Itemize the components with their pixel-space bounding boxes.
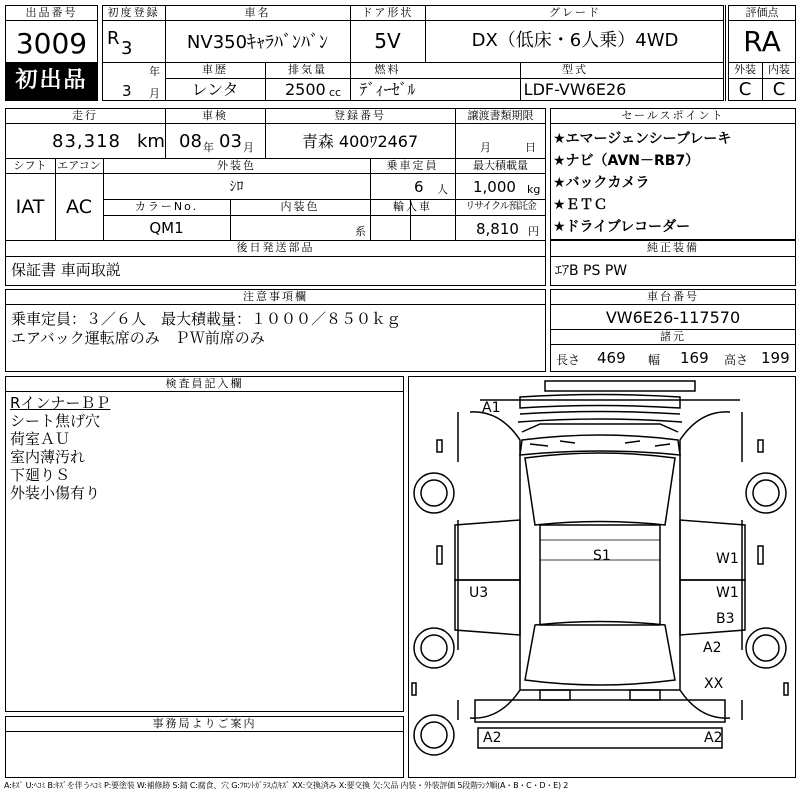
- int-color-label: 内装色: [280, 200, 320, 213]
- rear-bumper: [478, 728, 722, 748]
- recycle-unit: 円: [528, 225, 539, 238]
- plate: 青森 400ﾜ2467: [301, 132, 419, 151]
- legend: A:ｷｽﾞ U:ﾍｺﾐ B:ｷｽﾞを伴うﾍｺﾐ P:要塗装 W:補修跡 S:錆 C:腐食、穴 G:ﾌﾛﾝﾄｶﾞﾗｽ点ｷｽﾞ XX:交換済み X:要交換 欠:欠品 内装・外装評価 5段階ﾗﾝｸ順(A・B・C・D・E) 2: [4, 781, 569, 790]
- roof-rear: [525, 622, 675, 686]
- insp-year-unit: 年: [203, 141, 214, 154]
- max-load-label: 最大積載量: [473, 159, 528, 172]
- notes-line: エアバック運転席のみ ＰＷ前席のみ: [11, 329, 265, 347]
- int-color-unit: 系: [355, 225, 366, 238]
- damage-right-rear-a2: A2: [703, 640, 722, 656]
- sales-points-label: セールスポイント: [621, 109, 725, 122]
- lot-number: 3009: [15, 27, 88, 60]
- notes-line: 乗車定員：３／６人 最大積載量：１０００／８５０ｋｇ: [11, 310, 402, 328]
- sales-point-item: ★ドライブレコーダー: [553, 219, 691, 235]
- door: 5V: [374, 29, 401, 53]
- ac: AC: [66, 196, 92, 218]
- exterior-label: 外装: [734, 63, 756, 76]
- inspector-line: 荷室ＡＵ: [10, 430, 71, 448]
- sales-point-item: ★バックカメラ: [553, 175, 650, 191]
- sales-point-item: ★エマージェンシーブレーキ: [553, 131, 732, 147]
- grade: DX（低床・6人乗）4WD: [471, 30, 679, 51]
- score-label: 評価点: [745, 6, 779, 19]
- width-label: 幅: [648, 353, 661, 367]
- fuel-label: 燃料: [374, 63, 401, 76]
- sales-point-item: ★ＥＴＣ: [553, 197, 608, 213]
- year-unit: 年: [149, 65, 160, 78]
- front-panel: [520, 395, 680, 409]
- history: レンタ: [191, 80, 239, 99]
- length: 469: [597, 349, 626, 367]
- inspection-label: 車検: [202, 109, 228, 122]
- color-no: QM1: [149, 219, 184, 237]
- displacement-label: 排気量: [288, 63, 327, 76]
- capacity-label: 乗車定員: [386, 159, 439, 172]
- length-label: 長さ: [556, 353, 581, 367]
- reg-month: 3: [122, 82, 132, 100]
- inspector-line: シート焦げ穴: [10, 412, 101, 430]
- shift-label: シフト: [13, 159, 47, 172]
- recycle: 8,810: [476, 220, 519, 238]
- damage-right-rear-door-w1: W1: [716, 585, 739, 601]
- inspector-label: 検査員記入欄: [165, 377, 244, 390]
- mileage-label: 走行: [72, 109, 98, 122]
- office-label: 事務局よりご案内: [152, 717, 257, 730]
- inspector-line: 室内薄汚れ: [10, 448, 86, 466]
- lot-label: 出品番号: [25, 6, 78, 19]
- first-reg-label: 初度登録: [107, 6, 160, 19]
- inspector-line: 外装小傷有り: [10, 484, 101, 502]
- interior-label: 内装: [768, 63, 790, 76]
- front-bumper-outline: [545, 381, 695, 391]
- model-code-label: 型式: [562, 63, 588, 76]
- insp-month: 03: [219, 131, 242, 152]
- equipment-label: 純正装備: [647, 241, 699, 254]
- ext-color-label: 外装色: [217, 159, 256, 172]
- era: R: [107, 28, 120, 49]
- color-no-label: カラーNo.: [134, 200, 199, 213]
- chassis-number: VW6E26-117570: [605, 308, 741, 327]
- ext-color: ｼﾛ: [229, 179, 244, 195]
- transfer-month-unit: 月: [480, 141, 491, 154]
- score: RA: [743, 25, 781, 58]
- insp-year: 08: [179, 131, 202, 152]
- plate-label: 登録番号: [334, 109, 386, 122]
- ac-label: エアコン: [57, 159, 101, 172]
- month-unit: 月: [149, 87, 160, 100]
- body-left: [470, 412, 520, 718]
- grade-label: グレード: [549, 6, 601, 19]
- first-listing-text: 初出品: [15, 68, 88, 93]
- fuel: ﾃﾞｨｰｾﾞﾙ: [359, 80, 416, 99]
- damage-front-a1: A1: [482, 400, 501, 416]
- damage-right-front-door-w1: W1: [716, 551, 739, 567]
- model-label: 車名: [244, 6, 271, 19]
- mileage: 83,318: [52, 131, 121, 152]
- dims-label: 諸元: [660, 330, 686, 343]
- damage-rear-left-a2: A2: [483, 730, 502, 746]
- mileage-unit: km: [137, 131, 165, 152]
- exterior-grade: C: [738, 79, 752, 100]
- capacity-unit: 人: [437, 183, 448, 196]
- roof-front: [525, 453, 675, 525]
- capacity: 6: [414, 178, 424, 196]
- model-code: LDF-VW6E26: [523, 80, 627, 99]
- inspector-line: RインナーＢＰ: [10, 394, 111, 412]
- model: NV350ｷｬﾗﾊﾞﾝﾊﾞﾝ: [186, 32, 329, 53]
- inspector-line: 下廻りＳ: [10, 466, 71, 484]
- transfer-day-unit: 日: [525, 141, 536, 154]
- equipment: ｴｱB PS PW: [555, 263, 628, 279]
- interior-grade: C: [772, 79, 786, 100]
- import-label: 輸入車: [393, 200, 432, 213]
- sales-point-item: ★ナビ（AVN－RB7）: [553, 153, 700, 169]
- width: 169: [680, 349, 709, 367]
- chassis-label: 車台番号: [647, 290, 699, 303]
- height: 199: [761, 349, 790, 367]
- recycle-label: リサイクル預託金: [465, 201, 536, 212]
- height-label: 高さ: [724, 353, 749, 367]
- transfer-label: 譲渡書類期限: [467, 109, 534, 122]
- damage-roof-s1: S1: [593, 548, 611, 564]
- shift: IAT: [15, 196, 45, 218]
- max-load-unit: kg: [527, 183, 541, 196]
- max-load: 1,000: [473, 178, 516, 196]
- later-parts: 保証書 車両取説: [11, 261, 121, 279]
- history-label: 車歴: [202, 63, 228, 76]
- door-label: ドア形状: [361, 6, 414, 19]
- damage-rear-right-a2: A2: [704, 730, 723, 746]
- displacement: 2500: [285, 80, 326, 99]
- damage-right-quarter-b3: B3: [716, 611, 735, 627]
- damage-left-rear-door-u3: U3: [469, 585, 489, 601]
- damage-rear-xx: XX: [704, 676, 724, 692]
- displacement-unit: cc: [329, 86, 342, 99]
- notes-label: 注意事項欄: [243, 290, 308, 303]
- insp-month-unit: 月: [243, 141, 254, 154]
- rear-door: [475, 700, 725, 722]
- later-parts-label: 後日発送部品: [236, 241, 315, 254]
- era-year: 3: [121, 38, 133, 59]
